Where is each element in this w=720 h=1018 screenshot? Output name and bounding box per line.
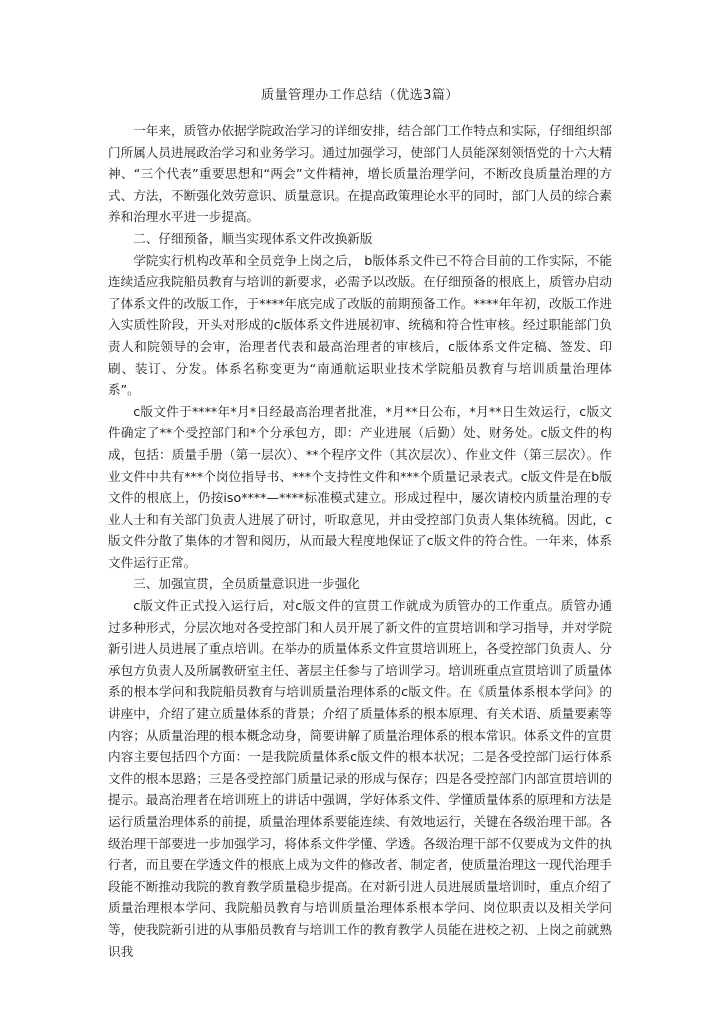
- paragraph-c-version: c版文件于****年*月*日经最高治理者批准，*月**日公布，*月**日生效运行，c版文件确定了**个受控部门和*个分承包方，即：产业进展（后勤）处、财务处。c版文件的构成，包括：质量手册（第一层次）、**个程序文件（其次层次）、作业文件（第三层次）。作业文件中共有***个岗位指导书、***个支持性文件和***个质量记录表式。c版文件是在b版文件的根底上，仍按iso****—****标准模式建立。形成过程中，屡次请校内质量治理的专业人士和有关部门负责人进展了研讨，听取意见，并由受控部门负责人集体统稿。因此，c版文件分散了集体的才智和阅历，从而最大程度地保证了c版文件的符合性。一年来，体系文件运行正常。: [108, 403, 612, 570]
- section-heading-2: 二、仔细预备，顺当实现体系文件改换新版: [133, 230, 373, 246]
- paragraph-training: c版文件正式投入运行后，对c版文件的宣贯工作就成为质管办的工作重点。质管办通过多种形式，分层次地对各受控部门和人员开展了新文件的宣贯培训和学习指导，并对学院新引进人员进展了重点培训。在举办的质量体系文件宣贯培训班上，各受控部门负责人、分承包方负责人及所属教研室主任、著层主任参与了培训学习。培训班重点宣贯培训了质量体系的根本学问和我院船员教育与培训质量治理体系的c版文件。在《质量体系根本学问》的讲座中，介绍了建立质量体系的背景；介绍了质量体系的根本原理、有关术语、质量要素等内容；从质量治理的根本概念动身，简要讲解了质量治理体系的根本常识。体系文件的宣贯内容主要包括四个方面：一是我院质量体系c版文件的根本状况；二是各受控部门运行体系文件的根本思路；三是各受控部门质量记录的形成与保存；四是各受控部门内部宣贯培训的提示。最高治理者在培训班上的讲话中强调，学好体系文件、学懂质量体系的原理和方法是运行质量治理体系的前提，质量治理体系要能连续、有效地运行，关键在各级治理干部。各级治理干部要进一步加强学习，将体系文件学懂、学透。各级治理干部不仅要成为文件的执行者，而且要在学透文件的根底上成为文件的修改者、制定者，使质量治理这一现代治理手段能不断推动我院的教育教学质量稳步提高。在对新引进人员进展质量培训时，重点介绍了质量治理根本学问、我院船员教育与培训质量治理体系根本学问、岗位职责以及相关学问等，使我院新引进的从事船员教育与培训工作的教育教学人员能在进校之初、上岗之前就熟识我: [108, 598, 612, 959]
- document-title: 质量管理办工作总结（优选3篇）: [261, 88, 459, 103]
- document-page: [108, 86, 612, 962]
- paragraph-revision: 学院实行机构改革和全员竞争上岗之后， b版体系文件已不符合目前的工作实际，不能连续适应我院船员教育与培训的新要求，必需予以改版。在仔细预备的根底上，质管办启动了体系文件的改版工作，于****年底完成了改版的前期预备工作。****年年初，改版工作进入实质性阶段，开头对形成的c版体系文件进展初审、统稿和符合性审核。经过职能部门负责人和院领导的会审，治理者代表和最高治理者的审核后，c版体系文件定稿、签发、印刷、装订、分发。体系名称变更为“南通航运职业技术学院船员教育与培训质量治理体系”。: [108, 252, 612, 398]
- section-heading-3: 三、加强宣贯，全员质量意识进一步强化: [133, 576, 360, 592]
- paragraph-intro: 一年来，质管办依据学院政治学习的详细安排，结合部门工作特点和实际，仔细组织部门所属人员进展政治学习和业务学习。通过加强学习，使部门人员能深刻领悟党的十六大精神、“三个代表”重要思想和“两会”文件精神，增长质量治理学问，不断改良质量治理的方式、方法，不断强化效劳意识、质量意识。在提高政策理论水平的同时，部门人员的综合素养和治理水平进一步提高。: [108, 123, 612, 225]
